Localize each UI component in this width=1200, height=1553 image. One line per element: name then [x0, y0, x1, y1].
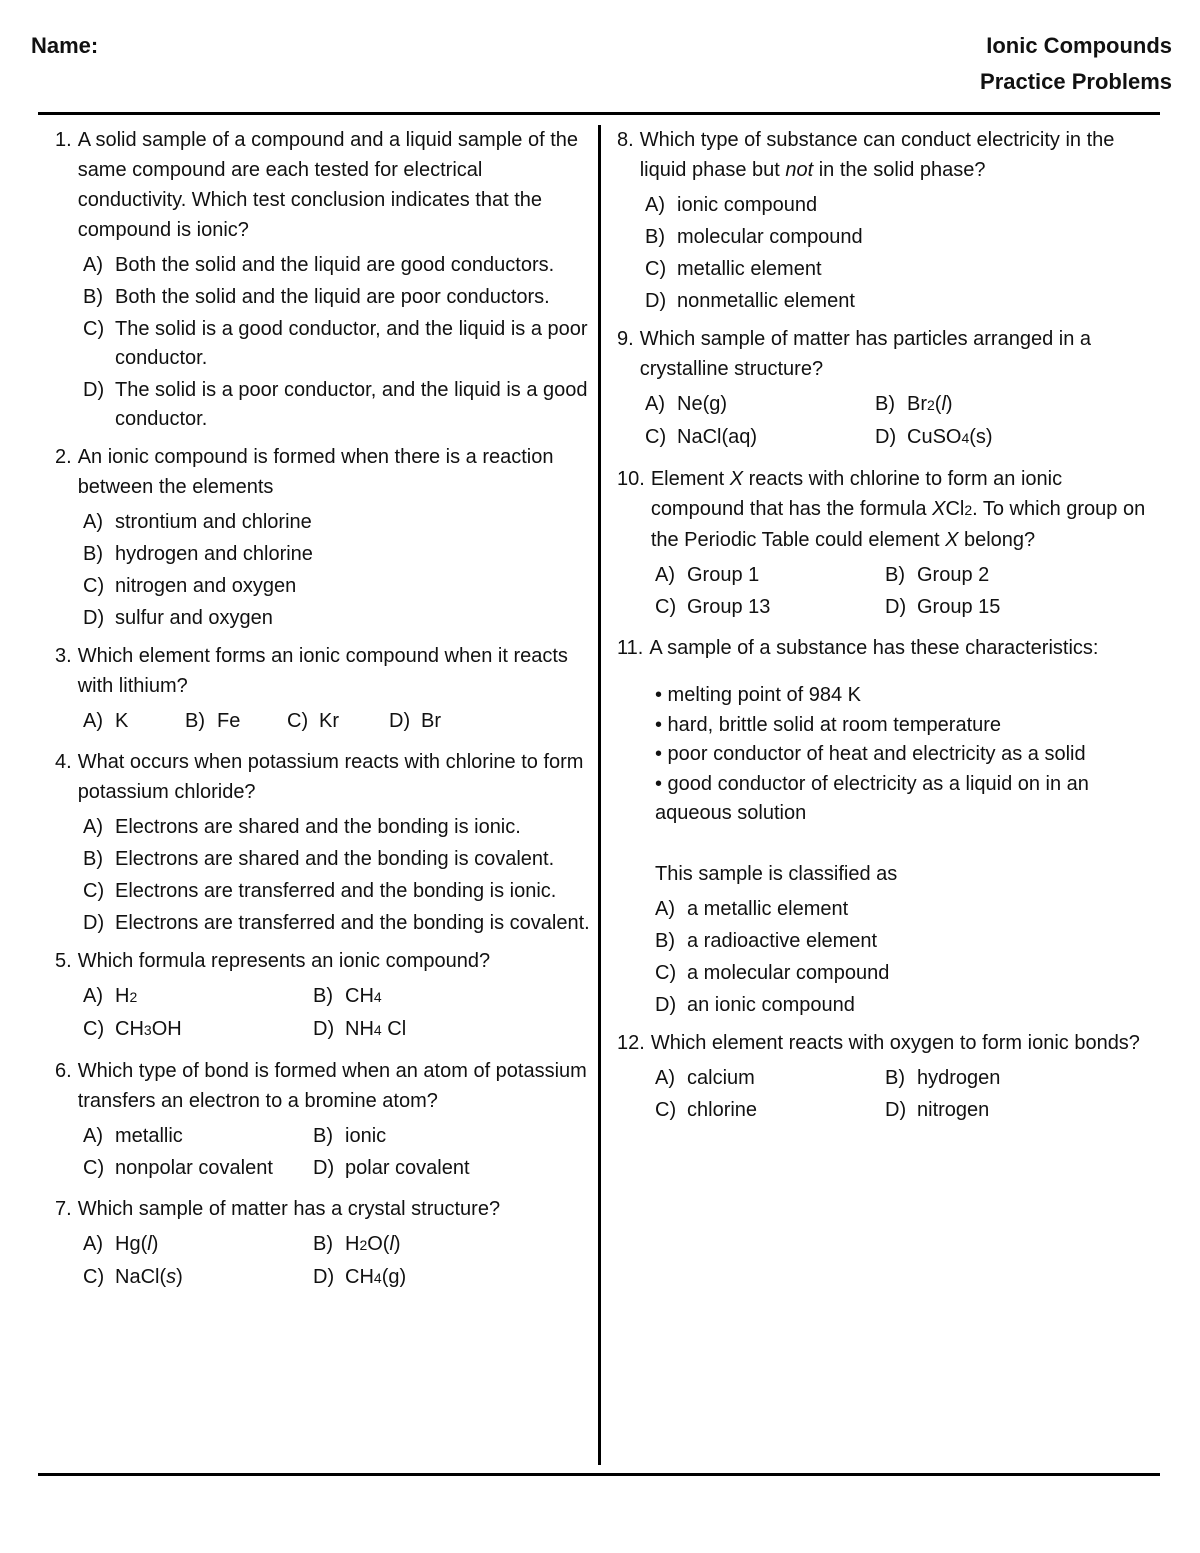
choice-d[interactable] [313, 1263, 543, 1293]
choice-b[interactable] [83, 540, 595, 569]
choice-text: strontium and chlorine [115, 511, 312, 533]
question-text: Which formula represents an ionic compound? [77, 950, 491, 972]
question-2 [55, 442, 595, 633]
choice-d[interactable] [313, 1015, 543, 1045]
question-text: Which type of bond is formed when an atom of potassium transfers an electron to a bromine atom? [77, 1060, 587, 1112]
left-column [55, 125, 595, 1304]
choice-formula: CH4(g) [345, 1266, 407, 1288]
choice-letter: C) [83, 1266, 105, 1288]
question-number: 3. [55, 645, 72, 667]
choice-letter: B) [185, 710, 205, 732]
choice-text: K [115, 710, 129, 732]
choice-text: Group 1 [687, 564, 760, 586]
answer-choices [83, 707, 595, 739]
choice-letter: A) [655, 1066, 675, 1089]
question-1 [55, 125, 595, 434]
choice-letter: B) [83, 848, 103, 870]
choice-letter: C) [83, 318, 105, 340]
choice-formula: H2O(l) [345, 1233, 401, 1255]
choice-c[interactable] [655, 1096, 885, 1125]
answer-choices [655, 561, 1147, 625]
answer-choices [645, 191, 1147, 316]
question-text: Element X reacts with chlorine to form an ionic compound that has the formula XCl2. To which group on the Periodic Table could element X belong? [650, 468, 1146, 551]
choice-d[interactable] [83, 909, 595, 938]
choice-c[interactable] [287, 707, 389, 736]
answer-choices [83, 1230, 595, 1296]
choice-formula: H2 [115, 985, 138, 1007]
choice-d[interactable] [875, 423, 1105, 453]
question-text: Which sample of matter has particles arranged in a crystalline structure? [639, 328, 1092, 380]
question-8 [617, 125, 1147, 316]
choice-formula: CH3OH [115, 1018, 182, 1040]
choice-c[interactable] [655, 959, 1147, 988]
characteristics-list [655, 681, 1147, 829]
choice-b[interactable] [185, 707, 287, 736]
choice-letter: D) [875, 426, 897, 448]
choice-text: Fe [217, 710, 241, 732]
choice-text: Electrons are transferred and the bonding is covalent. [115, 912, 590, 934]
choice-letter: C) [655, 1098, 677, 1121]
choice-a[interactable] [655, 1064, 885, 1093]
question-number: 4. [55, 751, 72, 773]
choice-text: The solid is a poor conductor, and the liquid is a good conductor. [115, 379, 588, 430]
choice-c[interactable] [83, 572, 595, 601]
choice-letter: D) [313, 1266, 335, 1288]
choice-letter: D) [655, 993, 677, 1016]
choice-a[interactable] [83, 1230, 313, 1260]
list-item: • good conductor of electricity as a liquid on in an aqueous solution [655, 772, 1089, 824]
choice-text: Br [421, 710, 441, 732]
question-text: Which type of substance can conduct electricity in the liquid phase but not in the solid phase? [639, 129, 1115, 181]
question-text: What occurs when potassium reacts with chlorine to form potassium chloride? [77, 751, 584, 803]
choice-text: a metallic element [687, 897, 849, 920]
choice-text: hydrogen [917, 1066, 1001, 1089]
choice-b[interactable] [885, 1064, 1115, 1093]
choice-c[interactable] [655, 593, 885, 622]
answer-choices [655, 1064, 1147, 1128]
choice-d[interactable] [313, 1154, 543, 1183]
question-number: 10. [617, 468, 645, 490]
choice-b[interactable] [645, 223, 1147, 252]
choice-letter: C) [83, 880, 105, 902]
question-7 [55, 1194, 595, 1296]
choice-letter: C) [83, 1157, 105, 1179]
question-text: Which element reacts with oxygen to form ionic bonds? [650, 1031, 1140, 1054]
choice-b[interactable] [875, 390, 1105, 420]
choice-b[interactable] [83, 845, 595, 874]
choice-text: NaCl(aq) [677, 426, 758, 448]
choice-text: Kr [319, 710, 339, 732]
choice-text: ionic [345, 1125, 387, 1147]
choice-letter: C) [83, 575, 105, 597]
choice-letter: B) [655, 929, 675, 952]
choice-text: The solid is a good conductor, and the liquid is a poor conductor. [115, 318, 588, 369]
choice-a[interactable] [83, 508, 595, 537]
list-item: • melting point of 984 K [655, 684, 862, 706]
choice-letter: D) [645, 290, 667, 312]
question-number: 6. [55, 1060, 72, 1082]
choice-letter: D) [885, 1098, 907, 1121]
choice-a[interactable] [83, 1122, 313, 1151]
question-number: 2. [55, 446, 72, 468]
question-text: An ionic compound is formed when there is a reaction between the elements [77, 446, 554, 498]
answer-choices [83, 982, 595, 1048]
choice-text: Group 15 [917, 596, 1001, 618]
choice-formula: Hg(l) [115, 1233, 159, 1255]
choice-c[interactable] [83, 1154, 313, 1183]
choice-letter: B) [645, 226, 665, 248]
choice-b[interactable] [313, 1122, 543, 1151]
question-6 [55, 1056, 595, 1186]
choice-letter: D) [83, 379, 105, 401]
answer-choices [83, 251, 595, 434]
question-4 [55, 747, 595, 938]
choice-a[interactable] [655, 895, 1147, 924]
choice-letter: C) [655, 961, 677, 984]
answer-choices [645, 390, 1147, 456]
choice-letter: A) [655, 897, 675, 920]
question-number: 7. [55, 1198, 72, 1220]
choice-letter: B) [875, 393, 895, 415]
choice-letter: B) [885, 564, 905, 586]
choice-b[interactable] [313, 1230, 543, 1260]
choice-formula: Br2(l) [907, 393, 953, 415]
choice-c[interactable] [645, 423, 875, 453]
choice-letter: A) [655, 564, 675, 586]
worksheet-subtitle: Practice Problems [980, 69, 1172, 94]
choice-b[interactable] [313, 982, 543, 1012]
choice-a[interactable] [83, 813, 595, 842]
choice-text: chlorine [687, 1098, 758, 1121]
choice-letter: B) [83, 286, 103, 308]
choice-text: Electrons are shared and the bonding is covalent. [115, 848, 555, 870]
question-number: 12. [617, 1031, 645, 1054]
question-number: 8. [617, 129, 634, 151]
choice-letter: B) [313, 985, 333, 1007]
answer-choices [83, 813, 595, 938]
choice-d[interactable] [885, 1096, 1115, 1125]
choice-letter: D) [83, 912, 105, 934]
question-9 [617, 324, 1147, 456]
choice-text: nonmetallic element [677, 290, 855, 312]
choice-text: an ionic compound [687, 993, 855, 1016]
choice-a[interactable] [83, 707, 185, 736]
column-divider [598, 125, 601, 1465]
choice-formula: CH4 [345, 985, 382, 1007]
choice-letter: A) [645, 194, 665, 216]
choice-c[interactable] [83, 1263, 313, 1293]
question-text: A sample of a substance has these characteristics: [649, 637, 1099, 659]
choice-text: molecular compound [677, 226, 863, 248]
choice-letter: A) [83, 710, 103, 732]
choice-a[interactable] [655, 561, 885, 590]
choice-text: a molecular compound [687, 961, 890, 984]
list-item: • poor conductor of heat and electricity as a solid [655, 743, 1086, 765]
choice-letter: A) [83, 511, 103, 533]
choice-a[interactable] [645, 390, 875, 420]
worksheet-title: Ionic Compounds [986, 33, 1172, 58]
choice-c[interactable] [83, 877, 595, 906]
choice-a[interactable] [83, 982, 313, 1012]
question-3 [55, 641, 595, 739]
choice-letter: B) [885, 1066, 905, 1089]
question-5 [55, 946, 595, 1048]
choice-text: nitrogen and oxygen [115, 575, 297, 597]
choice-d[interactable] [885, 593, 1115, 622]
choice-b[interactable] [655, 927, 1147, 956]
choice-letter: C) [83, 1018, 105, 1040]
question-11 [617, 633, 1147, 1020]
choice-formula: CuSO4(s) [907, 426, 993, 448]
question-number: 9. [617, 328, 634, 350]
choice-letter: D) [313, 1157, 335, 1179]
answer-choices [655, 895, 1147, 1020]
choice-text: Electrons are transferred and the bonding is ionic. [115, 880, 557, 902]
choice-text: Group 2 [917, 564, 990, 586]
choice-d[interactable] [655, 991, 1147, 1020]
choice-letter: C) [287, 710, 309, 732]
choice-letter: C) [645, 258, 667, 280]
choice-text: ionic compound [677, 194, 818, 216]
choice-letter: C) [645, 426, 667, 448]
choice-text: metallic [115, 1125, 183, 1147]
name-label: Name: [31, 33, 99, 58]
choice-text: metallic element [677, 258, 822, 280]
question-10 [617, 464, 1147, 625]
right-column [617, 125, 1147, 1136]
choice-b[interactable] [885, 561, 1115, 590]
choice-d[interactable] [83, 604, 595, 633]
choice-letter: D) [885, 596, 907, 618]
choice-text: hydrogen and chlorine [115, 543, 313, 565]
question-text: Which sample of matter has a crystal structure? [77, 1198, 501, 1220]
question-12 [617, 1028, 1147, 1128]
choice-letter: A) [83, 816, 103, 838]
choice-letter: D) [313, 1018, 335, 1040]
choice-letter: D) [83, 607, 105, 629]
question-number: 5. [55, 950, 72, 972]
choice-letter: B) [83, 543, 103, 565]
question-number: 1. [55, 129, 72, 151]
choice-text: a radioactive element [687, 929, 878, 952]
choice-c[interactable] [645, 255, 1147, 284]
question-number: 11. [617, 637, 644, 659]
choice-letter: A) [83, 254, 103, 276]
choice-formula: NH4 Cl [345, 1018, 407, 1040]
choice-text: polar covalent [345, 1157, 470, 1179]
choice-d[interactable] [645, 287, 1147, 316]
choice-b[interactable] [83, 283, 595, 312]
answer-choices [83, 508, 595, 633]
choice-d[interactable] [389, 707, 491, 736]
choice-a[interactable] [645, 191, 1147, 220]
choice-letter: B) [313, 1125, 333, 1147]
choice-c[interactable] [83, 1015, 313, 1045]
choice-text: nitrogen [917, 1098, 990, 1121]
choice-text: Ne(g) [677, 393, 728, 415]
choice-letter: C) [655, 596, 677, 618]
bottom-rule [38, 1473, 1160, 1476]
choice-text: calcium [687, 1066, 755, 1089]
choice-text: sulfur and oxygen [115, 607, 273, 629]
choice-text: Electrons are shared and the bonding is ionic. [115, 816, 521, 838]
list-item: • hard, brittle solid at room temperature [655, 713, 1002, 736]
choice-text: nonpolar covalent [115, 1157, 273, 1179]
top-rule [38, 112, 1160, 115]
choice-text: Both the solid and the liquid are poor conductors. [115, 286, 550, 308]
choice-letter: A) [83, 1125, 103, 1147]
choice-letter: A) [83, 1233, 103, 1255]
choice-letter: B) [313, 1233, 333, 1255]
choice-letter: A) [645, 393, 665, 415]
choice-text: Group 13 [687, 596, 771, 618]
choice-letter: A) [83, 985, 103, 1007]
answer-choices [83, 1122, 595, 1186]
question-text: Which element forms an ionic compound when it reacts with lithium? [77, 645, 568, 697]
choice-formula: NaCl(s) [115, 1266, 183, 1288]
choice-d[interactable] [83, 376, 595, 434]
question-text: A solid sample of a compound and a liquid sample of the same compound are each tested for electrical conductivity. Which test conclusion indicates that the compound is ionic? [77, 129, 578, 241]
question-stem: This sample is classified as [655, 862, 898, 885]
choice-text: Both the solid and the liquid are good conductors. [115, 254, 555, 276]
choice-a[interactable] [83, 251, 595, 280]
choice-letter: D) [389, 710, 411, 732]
choice-c[interactable] [83, 315, 595, 373]
